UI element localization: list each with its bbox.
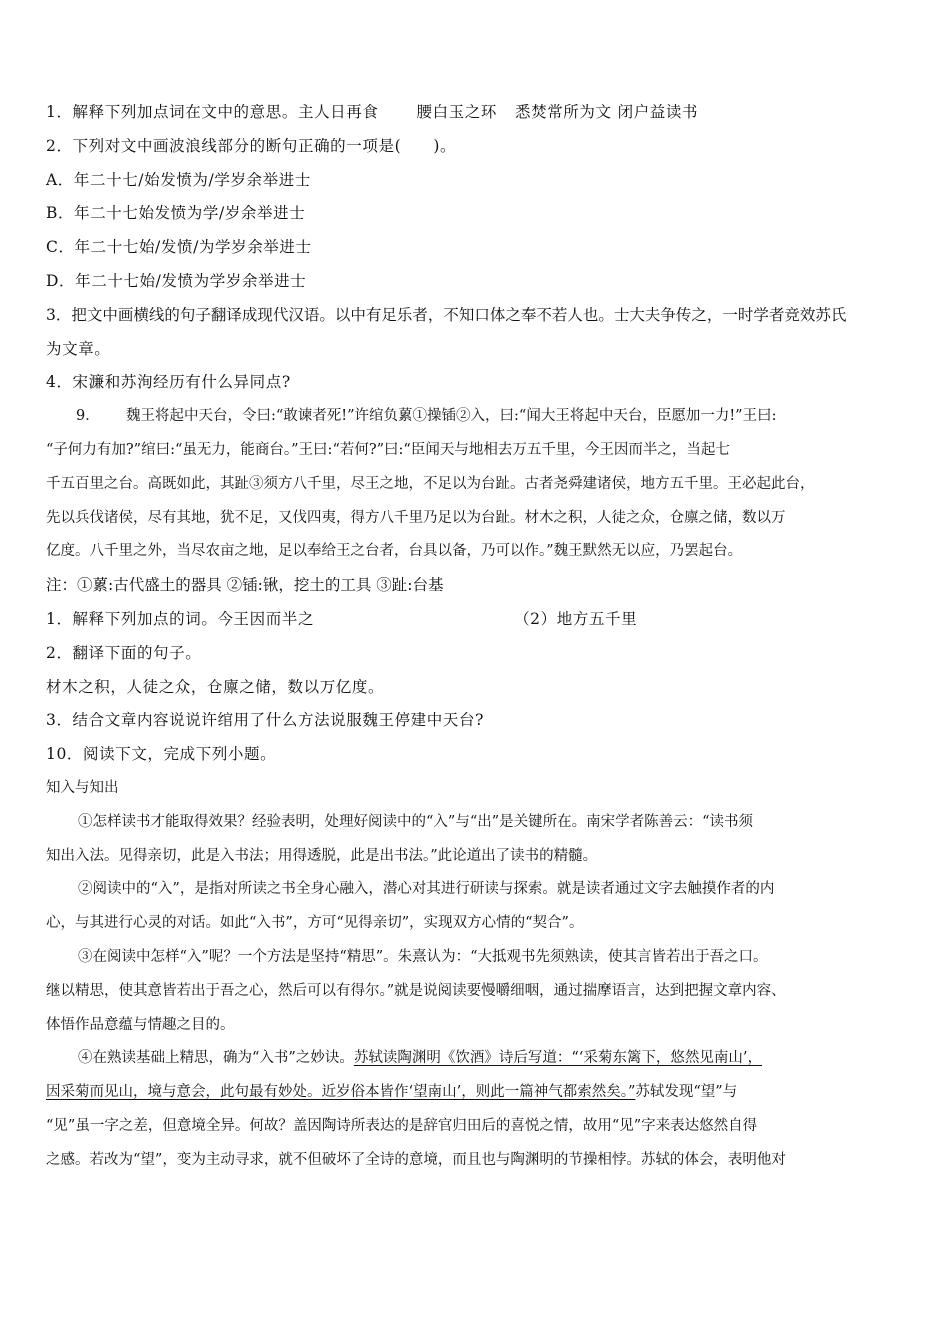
q10-title: 知入与知出 [46, 779, 119, 796]
q10-p4-continue: 苏轼发现“望”与 [635, 1084, 738, 1101]
q9-line-3: 千五百里之台。高既如此，其趾③须方八千里，尽王之地，不足以为台趾。古者尧舜建诸侯，地方五千里。王必起此台， [46, 475, 815, 492]
q8-sub3-line2: 为文章。 [46, 339, 111, 358]
q10-p2-line-2: 心，与其进行心灵的对话。如此“入书”，方可“见得亲切”，实现双方心情的“契合”。 [46, 915, 584, 932]
q10-p1-line-2: 知出入法。见得亲切，此是入书法；用得透脱，此是出书法。”此论道出了读书的精髓。 [46, 847, 598, 864]
q8-sub2: 2．下列对文中画波浪线部分的断句正确的一项是( )。 [46, 136, 457, 155]
q8-word-2: 腰白玉之环 [416, 103, 497, 121]
q10-p4-line-1 [46, 1042, 908, 1076]
option-c: C．年二十七始/发愤/为学岁余举进士 [46, 238, 312, 257]
q8-sub4: 4．宋濂和苏洵经历有什么异同点? [46, 373, 291, 392]
q10-p4-line-4: 之感。若改为“望”，变为主动寻求，就不但破坏了全诗的意境，而且也与陶渊明的节操相悖。苏轼的体会，表明他对 [46, 1151, 786, 1168]
q9-line-5: 亿度。八千里之外，当尽农亩之地，足以奉给王之台者，台具以备，乃可以作。”魏王默然无以应，乃罢起台。 [46, 543, 743, 560]
q9-sub1-b: （2）地方五千里 [514, 609, 638, 628]
document-page [46, 96, 908, 1178]
q9-note: 注：①蔂:古代盛土的器具 ②锸:锹，挖土的工具 ③趾:台基 [46, 576, 444, 595]
q10-p4-line-2 [46, 1076, 908, 1110]
q10-intro: 10．阅读下文，完成下列小题。 [46, 745, 277, 764]
q9-text-1: 魏王将起中天台，令曰:“敢谏者死!”许绾负蔂①操锸②入，曰:“闻大王将起中天台，臣愿加一力!”王曰: [126, 408, 777, 425]
q10-p1-line-1: ①怎样读书才能取得效果？经验表明，处理好阅读中的“入”与“出”是关键所在。南宋学者陈善云：“读书须 [78, 813, 754, 830]
q8-word-1: 主人日再食 [297, 103, 379, 121]
q10-p4-start: ④在熟读基础上精思，确为“入书”之妙诀。 [78, 1050, 354, 1067]
option-a: A．年二十七/始发愤为/学岁余举进士 [46, 170, 311, 189]
q9-number: 9． [76, 408, 100, 425]
q9-line-2: “子何力有加?”绾曰:“虽无力，能商台。”王曰:“若何?”曰:“臣闻天与地相去万五千里，今王因而半之，当起七 [46, 441, 730, 458]
q9-line-4: 先以兵伐诸侯，尽有其地，犹不足，又伐四夷，得方八千里乃足以为台趾。材木之积，人徒之众，仓廪之储，数以万 [46, 509, 786, 526]
q8-sub3-line1: 3．把文中画横线的句子翻译成现代汉语。以中有足乐者，不知口体之奉不若人也。士大夫争传之，一时学者竞效苏氏 [46, 305, 847, 324]
q8-sub1 [46, 96, 908, 130]
q10-p4-line-3: “见”虽一字之差，但意境全异。何故？盖因陶诗所表达的是辞官归田后的喜悦之情，故用“见”字来表达悠然自得 [46, 1117, 758, 1134]
q8-sub1-label: 1．解释下列加点词在文中的意思。 [46, 103, 298, 121]
q9-sub1 [46, 603, 908, 637]
q10-p3-line-3: 体悟作品意蕴与情趣之目的。 [46, 1016, 235, 1033]
option-d: D．年二十七始/发愤为学岁余举进士 [46, 271, 307, 290]
q9-line-1 [46, 400, 908, 434]
q10-p4-underlined-1: 苏轼读陶渊明《饮酒》诗后写道：“‘采菊东篱下，悠然见南山’， [353, 1050, 762, 1067]
q8-word-4: 闭户益读书 [617, 103, 699, 121]
q10-p3-line-2: 继以精思，使其意皆若出于吾之心，然后可以有得尔。”就是说阅读要慢嚼细咽，通过揣摩语言，达到把握文章内容、 [46, 982, 786, 999]
q9-sub2-text: 材木之积，人徒之众，仓廪之储，数以万亿度。 [46, 677, 385, 696]
q10-p2-line-1: ②阅读中的“入”，是指对所读之书全身心融入，潜心对其进行研读与探索。就是读者通过文字去触摸作者的内 [78, 881, 775, 898]
option-b: B．年二十七始发愤为学/岁余举进士 [46, 204, 306, 223]
q8-word-3: 悉焚常所为文 [515, 103, 612, 121]
q10-p4-underlined-2: 因采菊而见山，境与意会，此句最有妙处。近岁俗本皆作‘望南山’，则此一篇神气都索然矣。” [46, 1084, 636, 1101]
q9-sub2: 2．翻译下面的句子。 [46, 643, 202, 662]
q9-sub3: 3．结合文章内容说说许绾用了什么方法说服魏王停建中天台? [46, 711, 484, 730]
q10-p3-line-1: ③在阅读中怎样“入”呢？一个方法是坚持“精思”。朱熹认为：“大抵观书先须熟读，使其言皆若出于吾之口。 [78, 948, 768, 965]
q9-sub1-a: 1．解释下列加点的词。今王因而半之 [46, 609, 315, 628]
